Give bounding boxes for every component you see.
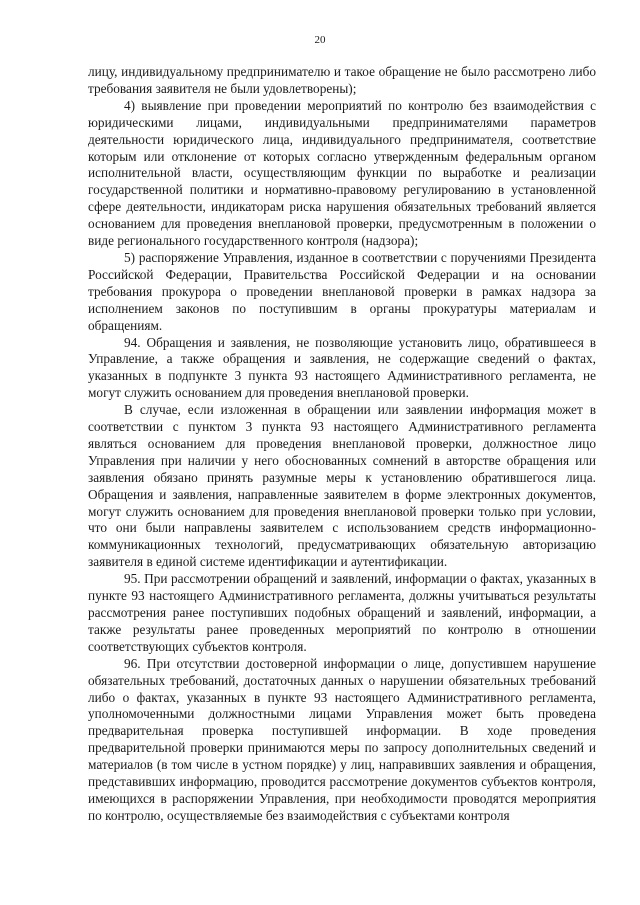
paragraph-item-4: 4) выявление при проведении мероприятий по контролю без взаимодействия с юридическими лицами, индивидуальными предпринимателями параметров деятельности юридического лица, индивидуального предпринимателя, соответствие которым или отклонение от которых согласно утвержденным федеральным органом исполнительной власти, осуществляющим функции по выработке и реализации государственной политики и нормативно-правовому регулированию в установленной сфере деятельности, индикаторам риска нарушения обязательных требований является основанием для проведения внеплановой проверки, предусмотренным в положении о виде регионального государственного контроля (надзора); <box>88 97 596 249</box>
paragraph-continuation: лицу, индивидуальному предпринимателю и такое обращение не было рассмотрено либо требования заявителя не были удовлетворены); <box>88 64 596 96</box>
paragraph-94-continued: В случае, если изложенная в обращении или заявлении информация может в соответствии с пунктом 3 пункта 93 настоящего Административного регламента являться основанием для проведения внеплановой проверки, должностное лицо Управления при наличии у него обоснованных сомнений в авторстве обращения или заявления обязано принять разумные меры к установлению обратившегося лица. Обращения и заявления, направленные заявителем в форме электронных документов, могут служить основанием для проведения внеплановой проверки только при условии, что они были направлены заявителем с использованием средств информационно-коммуникационных технологий, предусматривающих обязательную авторизацию заявителя в единой системе идентификации и аутентификации. <box>88 402 596 570</box>
paragraph-95: 95. При рассмотрении обращений и заявлений, информации о фактах, указанных в пункте 93 настоящего Административного регламента, должны учитываться результаты рассмотрения ранее поступивших подобных обращений и заявлений, информации, а также результаты ранее проведенных мероприятий по контролю в отношении соответствующих субъектов контроля. <box>88 571 596 654</box>
paragraph-96: 96. При отсутствии достоверной информации о лице, допустившем нарушение обязательных требований, достаточных данных о нарушении обязательных требований либо о фактах, указанных в пункте 93 настоящего Административного регламента, уполномоченными должностными лицами Управления может быть проведена предварительная проверка поступившей информации. В ходе проведения предварительной проверки принимаются меры по запросу дополнительных сведений и материалов (в том числе в устном порядке) у лиц, направивших заявления и обращения, представивших информацию, проводится рассмотрение документов субъектов контроля, имеющихся в распоряжении Управления, при необходимости проводятся мероприятия по контролю, осуществляемые без взаимодействия с субъектами контроля <box>88 655 596 823</box>
paragraph-94: 94. Обращения и заявления, не позволяющие установить лицо, обратившееся в Управление, а также обращения и заявления, не содержащие сведений о фактах, указанных в подпункте 3 пункта 93 настоящего Административного регламента, не могут служить основанием для проведения внеплановой проверки. <box>88 334 596 401</box>
page-number: 20 <box>314 34 326 46</box>
document-body <box>88 64 596 825</box>
paragraph-item-5: 5) распоряжение Управления, изданное в соответствии с поручениями Президента Российской Федерации, Правительства Российской Федерации и на основании требования прокурора о проведении внеплановой проверки в рамках надзора за исполнением законов по поступившим в органы прокуратуры материалам и обращениям. <box>88 249 596 333</box>
